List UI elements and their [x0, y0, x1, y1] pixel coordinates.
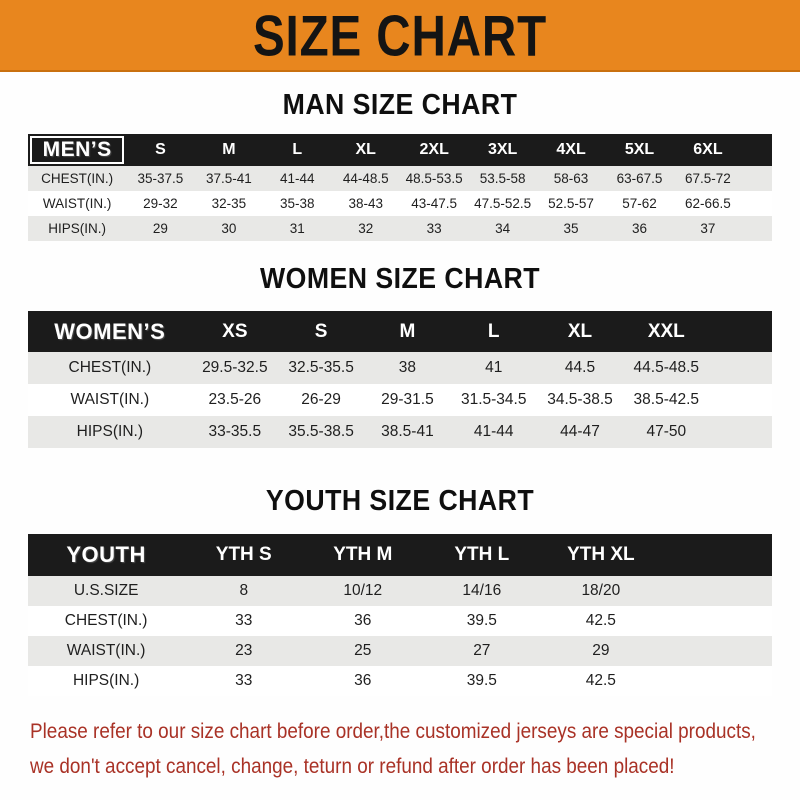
measure-label: HIPS(IN.)	[76, 423, 143, 440]
size-value: 37.5-41	[205, 171, 252, 186]
size-value: 37	[700, 221, 716, 236]
filler-cell	[709, 416, 772, 448]
size-value: 29-32	[143, 196, 178, 211]
men-size-column-header: 6XL	[674, 134, 742, 166]
size-value: 35.5-38.5	[288, 423, 354, 440]
filler-cell	[742, 216, 772, 241]
women-size-table	[28, 311, 772, 448]
size-value: 34.5-38.5	[547, 391, 613, 408]
youth-group-label: YOUTH	[28, 534, 184, 576]
filler-cell	[742, 134, 772, 166]
men-size-column-header: 5XL	[605, 134, 673, 166]
youth-header-row	[28, 534, 772, 576]
men-measure-row	[28, 166, 772, 191]
size-value: 35-37.5	[137, 171, 184, 186]
size-value: 44.5-48.5	[633, 359, 700, 376]
filler-cell	[660, 606, 772, 636]
size-value: 31	[289, 221, 305, 236]
women-measure-row	[28, 384, 772, 416]
women-heading: WOMEN SIZE CHART	[259, 263, 541, 295]
size-value: 44.5	[564, 359, 596, 376]
measure-label: WAIST(IN.)	[42, 196, 112, 211]
men-size-column-header: 2XL	[400, 134, 468, 166]
filler-cell	[742, 191, 772, 216]
youth-measure-row	[28, 606, 772, 636]
size-value: 30	[221, 221, 237, 236]
youth-measure-row	[28, 636, 772, 666]
page-title: SIZE CHART	[252, 2, 548, 68]
size-value: 47-50	[646, 423, 687, 440]
women-section	[0, 263, 800, 448]
filler-cell	[709, 311, 772, 352]
size-value: 41-44	[280, 171, 315, 186]
size-value: 25	[354, 642, 372, 659]
women-size-column-header: XXL	[623, 311, 709, 352]
size-value: 29	[592, 642, 610, 659]
measure-label: CHEST(IN.)	[41, 171, 114, 186]
size-value: 27	[473, 642, 491, 659]
filler-cell	[660, 636, 772, 666]
size-value: 33	[235, 672, 253, 689]
size-value: 8	[239, 582, 249, 599]
size-value: 53.5-58	[479, 171, 526, 186]
size-value: 34	[495, 221, 511, 236]
men-size-column-header: L	[263, 134, 331, 166]
youth-size-column-header: YTH XL	[541, 534, 660, 576]
footer-note	[30, 720, 800, 779]
size-value: 29-31.5	[381, 391, 434, 408]
size-value: 32-35	[211, 196, 247, 211]
size-value: 52.5-57	[548, 196, 594, 211]
size-value: 33-35.5	[208, 423, 262, 440]
women-size-column-header: XL	[537, 311, 623, 352]
men-size-column-header: 4XL	[537, 134, 605, 166]
youth-measure-row	[28, 666, 772, 696]
size-value: 47.5-52.5	[474, 196, 532, 211]
men-group-label: MEN’S	[28, 134, 126, 166]
filler-cell	[709, 352, 772, 384]
size-value: 33	[235, 612, 253, 629]
youth-size-column-header: YTH M	[303, 534, 422, 576]
size-value: 10/12	[343, 582, 383, 599]
women-measure-row	[28, 352, 772, 384]
measure-label: U.S.SIZE	[73, 582, 139, 599]
size-value: 67.5-72	[685, 171, 731, 186]
men-header-row	[28, 134, 772, 166]
women-size-column-header: L	[451, 311, 537, 352]
filler-cell	[660, 576, 772, 606]
men-size-column-header: 3XL	[468, 134, 536, 166]
men-size-column-header: M	[195, 134, 263, 166]
size-value: 38.5-42.5	[633, 391, 700, 408]
size-value: 44-47	[560, 423, 600, 440]
size-value: 39.5	[466, 672, 497, 689]
size-value: 35-38	[280, 196, 315, 211]
size-value: 18/20	[581, 582, 621, 599]
size-value: 43-47.5	[411, 196, 458, 211]
youth-heading: YOUTH SIZE CHART	[265, 485, 535, 517]
filler-cell	[660, 534, 772, 576]
size-value: 23.5-26	[208, 391, 262, 408]
measure-label: WAIST(IN.)	[66, 642, 146, 659]
men-measure-row	[28, 216, 772, 241]
size-value: 42.5	[585, 672, 616, 689]
size-value: 63-67.5	[616, 171, 663, 186]
women-measure-row	[28, 416, 772, 448]
banner	[0, 0, 800, 72]
size-value: 38	[398, 359, 417, 376]
size-value: 23	[235, 642, 253, 659]
men-size-table	[28, 134, 772, 241]
size-value: 42.5	[585, 612, 616, 629]
youth-size-column-header: YTH S	[184, 534, 303, 576]
men-heading: MAN SIZE CHART	[282, 89, 518, 121]
size-value: 29.5-32.5	[202, 359, 268, 376]
size-value: 36	[631, 221, 647, 236]
men-size-column-header: XL	[332, 134, 400, 166]
women-header-row	[28, 311, 772, 352]
men-measure-row	[28, 191, 772, 216]
size-value: 41-44	[473, 423, 514, 440]
youth-section	[0, 485, 800, 696]
women-group-label: WOMEN’S	[28, 311, 192, 352]
size-value: 58-63	[553, 171, 589, 186]
note-line-2: we don't accept cancel, change, teturn or refund after order has been placed!	[30, 755, 675, 778]
size-value: 44-48.5	[342, 171, 389, 186]
size-value: 48.5-53.5	[405, 171, 463, 186]
note-line-1: Please refer to our size chart before order,the customized jerseys are special products,	[30, 720, 756, 743]
size-value: 36	[354, 672, 372, 689]
size-value: 57-62	[622, 196, 657, 211]
size-value: 26-29	[301, 391, 341, 408]
size-value: 32.5-35.5	[288, 359, 354, 376]
size-value: 32	[358, 221, 374, 236]
size-value: 29	[152, 221, 168, 236]
youth-measure-row	[28, 576, 772, 606]
women-size-column-header: M	[364, 311, 450, 352]
women-size-column-header: S	[278, 311, 364, 352]
youth-size-table	[28, 534, 772, 696]
measure-label: HIPS(IN.)	[48, 221, 106, 236]
size-value: 14/16	[462, 582, 502, 599]
size-value: 31.5-34.5	[460, 391, 527, 408]
size-value: 38.5-41	[381, 423, 434, 440]
men-size-column-header: S	[126, 134, 194, 166]
measure-label: CHEST(IN.)	[64, 612, 148, 629]
filler-cell	[709, 384, 772, 416]
measure-label: HIPS(IN.)	[72, 672, 140, 689]
size-value: 39.5	[466, 612, 497, 629]
size-value: 33	[426, 221, 442, 236]
youth-size-column-header: YTH L	[422, 534, 541, 576]
men-section	[0, 89, 800, 241]
size-value: 35	[563, 221, 579, 236]
size-value: 38-43	[348, 196, 383, 211]
size-value: 62-66.5	[685, 196, 731, 211]
size-value: 36	[354, 612, 372, 629]
measure-label: WAIST(IN.)	[70, 391, 150, 408]
measure-label: CHEST(IN.)	[68, 359, 152, 376]
women-size-column-header: XS	[192, 311, 278, 352]
filler-cell	[742, 166, 772, 191]
filler-cell	[660, 666, 772, 696]
size-value: 41	[485, 359, 503, 376]
